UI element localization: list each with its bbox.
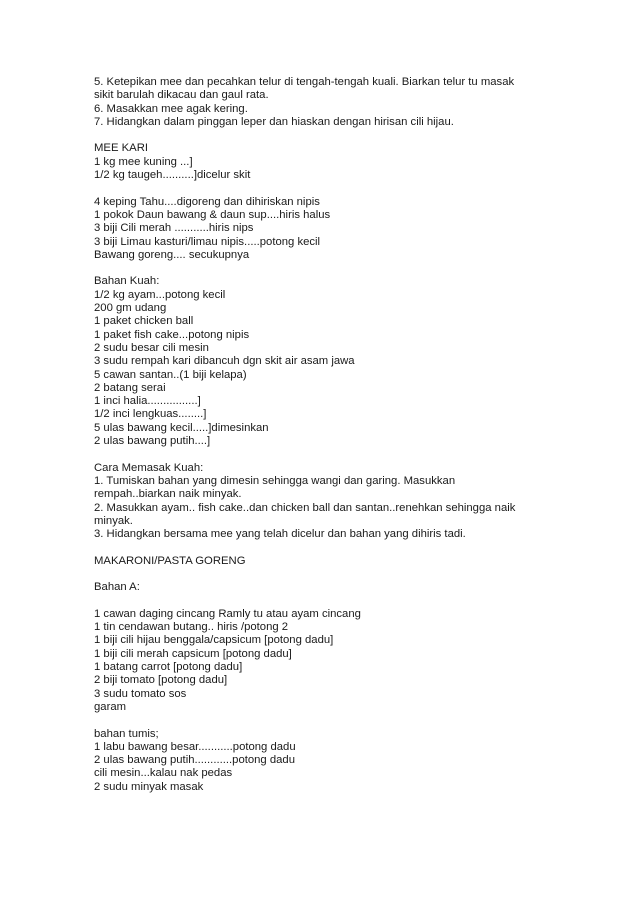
text-line: 1. Tumiskan bahan yang dimesin sehingga wangi dan garing. Masukkan	[94, 474, 456, 487]
blank-line	[94, 129, 614, 142]
text-line: 1 inci halia................]	[94, 395, 201, 408]
text-line: sikit barulah dikacau dan gaul rata.	[94, 89, 269, 102]
text-line: 1/2 kg taugeh..........]dicelur skit	[94, 169, 251, 182]
text-line: 5. Ketepikan mee dan pecahkan telur di tengah-tengah kuali. Biarkan telur tu masak	[94, 76, 515, 88]
text-line: garam	[94, 700, 127, 713]
text-line: 5 cawan santan..(1 biji kelapa)	[94, 368, 247, 381]
text-line: 2. Masukkan ayam.. fish cake..dan chicken ball dan santan..renehkan sehingga naik	[94, 501, 516, 514]
text-line: 2 batang serai	[94, 381, 166, 394]
text-line: MAKARONI/PASTA GORENG	[94, 554, 246, 567]
document-page	[94, 76, 614, 794]
text-line: Bahan A:	[94, 581, 140, 594]
text-line: 200 gm udang	[94, 302, 167, 315]
blank-line	[94, 714, 614, 727]
text-line: 1 pokok Daun bawang & daun sup....hiris halus	[94, 208, 331, 221]
text-line: 4 keping Tahu....digoreng dan dihiriskan nipis	[94, 195, 320, 208]
text-line: 3 sudu rempah kari dibancuh dgn skit air asam jawa	[94, 355, 355, 368]
blank-line	[94, 182, 614, 195]
text-line: 1 batang carrot [potong dadu]	[94, 661, 243, 674]
text-line: 1 biji cili merah capsicum [potong dadu]	[94, 647, 292, 660]
text-line: 1 tin cendawan butang.. hiris /potong 2	[94, 621, 289, 634]
text-line: cili mesin...kalau nak pedas	[94, 767, 233, 780]
text-line: 1 labu bawang besar...........potong dadu	[94, 740, 296, 753]
text-line: 1/2 kg ayam...potong kecil	[94, 288, 226, 301]
text-line: Bahan Kuah:	[94, 275, 160, 288]
text-line: MEE KARI	[94, 142, 148, 155]
blank-line	[94, 262, 614, 275]
text-line: minyak.	[94, 514, 133, 527]
text-line: 1 paket fish cake...potong nipis	[94, 328, 250, 341]
text-line: 3 biji Cili merah ...........hiris nips	[94, 222, 254, 235]
text-line: 6. Masakkan mee agak kering.	[94, 102, 248, 115]
text-line: bahan tumis;	[94, 727, 159, 740]
text-line: 1 paket chicken ball	[94, 315, 194, 328]
text-line: 3 biji Limau kasturi/limau nipis.....potong kecil	[94, 235, 321, 248]
text-line: 1/2 inci lengkuas........]	[94, 408, 207, 421]
blank-line	[94, 448, 614, 461]
text-line: 2 sudu besar cili mesin	[94, 341, 209, 354]
blank-line	[94, 541, 614, 554]
text-line: rempah..biarkan naik minyak.	[94, 488, 242, 501]
text-line: 1 kg mee kuning ...]	[94, 155, 193, 168]
text-line: 7. Hidangkan dalam pinggan leper dan hiaskan dengan hirisan cili hijau.	[94, 115, 454, 128]
text-line: 2 ulas bawang putih....]	[94, 435, 211, 448]
text-line: 3 sudu tomato sos	[94, 687, 187, 700]
text-line: 2 biji tomato [potong dadu]	[94, 674, 228, 687]
text-line: 3. Hidangkan bersama mee yang telah dicelur dan bahan yang dihiris tadi.	[94, 528, 466, 541]
text-line: 1 biji cili hijau benggala/capsicum [potong dadu]	[94, 634, 334, 647]
text-line: 2 sudu minyak masak	[94, 780, 204, 793]
blank-line	[94, 595, 614, 608]
text-line: Cara Memasak Kuah:	[94, 461, 204, 474]
blank-line	[94, 568, 614, 581]
text-line: 5 ulas bawang kecil.....]dimesinkan	[94, 421, 269, 434]
text-line: Bawang goreng.... secukupnya	[94, 248, 250, 261]
text-line: 2 ulas bawang putih............potong dadu	[94, 754, 295, 767]
text-line: 1 cawan daging cincang Ramly tu atau ayam cincang	[94, 607, 361, 620]
